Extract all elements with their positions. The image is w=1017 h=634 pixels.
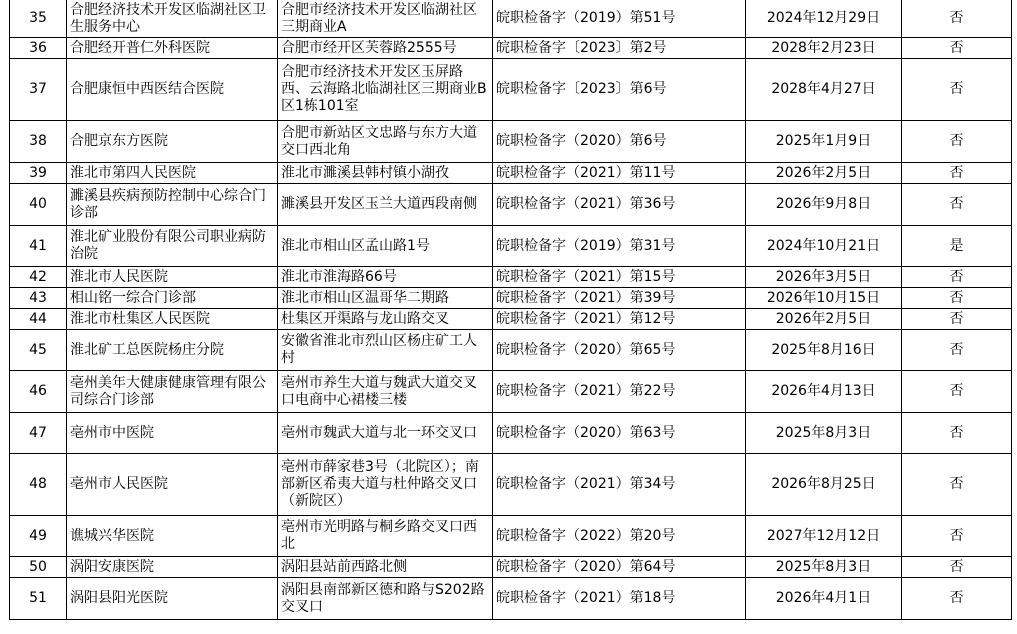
institution-name-cell: 淮北市杜集区人民医院 xyxy=(67,309,278,330)
institution-name-cell: 相山铭一综合门诊部 xyxy=(67,288,278,309)
address-cell: 亳州市薛家巷3号（北院区）；南部新区希夷大道与杜仲路交叉口（新院区） xyxy=(278,454,493,516)
table-row xyxy=(10,516,1012,557)
institution-registry-table xyxy=(9,0,1012,620)
filing-number-cell: 皖职检备字〔2023〕第2号 xyxy=(493,38,746,59)
date-cell: 2026年8月25日 xyxy=(746,454,902,516)
address-cell: 涡阳县站前西路北侧 xyxy=(278,557,493,578)
row-number-cell: 39 xyxy=(10,163,67,184)
address-cell: 合肥市经开区芙蓉路2555号 xyxy=(278,38,493,59)
row-number-cell: 51 xyxy=(10,578,67,620)
flag-cell: 否 xyxy=(902,0,1012,38)
date-cell: 2026年9月8日 xyxy=(746,184,902,226)
institution-name-cell: 淮北矿业股份有限公司职业病防治院 xyxy=(67,226,278,267)
flag-cell: 否 xyxy=(902,121,1012,163)
row-number-cell: 37 xyxy=(10,59,67,121)
address-cell: 安徽省淮北市烈山区杨庄矿工人村 xyxy=(278,330,493,371)
table-row xyxy=(10,184,1012,226)
flag-cell: 否 xyxy=(902,413,1012,454)
table-row xyxy=(10,226,1012,267)
flag-cell: 否 xyxy=(902,557,1012,578)
flag-cell: 是 xyxy=(902,226,1012,267)
table-body xyxy=(10,0,1012,620)
table-row xyxy=(10,121,1012,163)
flag-cell: 否 xyxy=(902,288,1012,309)
flag-cell: 否 xyxy=(902,516,1012,557)
address-cell: 亳州市光明路与桐乡路交叉口西北 xyxy=(278,516,493,557)
filing-number-cell: 皖职检备字（2020）第63号 xyxy=(493,413,746,454)
table-row xyxy=(10,59,1012,121)
flag-cell: 否 xyxy=(902,578,1012,620)
table-row xyxy=(10,267,1012,288)
filing-number-cell: 皖职检备字（2020）第64号 xyxy=(493,557,746,578)
institution-name-cell: 合肥经济技术开发区临湖社区卫生服务中心 xyxy=(67,0,278,38)
flag-cell: 否 xyxy=(902,38,1012,59)
flag-cell: 否 xyxy=(902,163,1012,184)
table-row xyxy=(10,371,1012,413)
flag-cell: 否 xyxy=(902,309,1012,330)
date-cell: 2025年8月3日 xyxy=(746,557,902,578)
date-cell: 2028年4月27日 xyxy=(746,59,902,121)
institution-name-cell: 合肥经开普仁外科医院 xyxy=(67,38,278,59)
address-cell: 合肥市新站区文忠路与东方大道交口西北角 xyxy=(278,121,493,163)
filing-number-cell: 皖职检备字（2019）第51号 xyxy=(493,0,746,38)
table-row xyxy=(10,288,1012,309)
institution-name-cell: 淮北矿工总医院杨庄分院 xyxy=(67,330,278,371)
date-cell: 2026年10月15日 xyxy=(746,288,902,309)
address-cell: 亳州市魏武大道与北一环交叉口 xyxy=(278,413,493,454)
row-number-cell: 41 xyxy=(10,226,67,267)
date-cell: 2025年8月3日 xyxy=(746,413,902,454)
institution-name-cell: 濉溪县疾病预防控制中心综合门诊部 xyxy=(67,184,278,226)
flag-cell: 否 xyxy=(902,184,1012,226)
filing-number-cell: 皖职检备字（2020）第65号 xyxy=(493,330,746,371)
institution-name-cell: 亳州市人民医院 xyxy=(67,454,278,516)
institution-name-cell: 合肥京东方医院 xyxy=(67,121,278,163)
filing-number-cell: 皖职检备字（2021）第39号 xyxy=(493,288,746,309)
flag-cell: 否 xyxy=(902,330,1012,371)
filing-number-cell: 皖职检备字（2021）第11号 xyxy=(493,163,746,184)
table-row xyxy=(10,0,1012,38)
date-cell: 2026年4月1日 xyxy=(746,578,902,620)
table-row xyxy=(10,309,1012,330)
date-cell: 2026年2月5日 xyxy=(746,163,902,184)
institution-name-cell: 淮北市第四人民医院 xyxy=(67,163,278,184)
filing-number-cell: 皖职检备字（2021）第36号 xyxy=(493,184,746,226)
date-cell: 2025年8月16日 xyxy=(746,330,902,371)
institution-name-cell: 淮北市人民医院 xyxy=(67,267,278,288)
address-cell: 淮北市淮海路66号 xyxy=(278,267,493,288)
institution-name-cell: 亳州美年大健康健康管理有限公司综合门诊部 xyxy=(67,371,278,413)
row-number-cell: 36 xyxy=(10,38,67,59)
date-cell: 2026年3月5日 xyxy=(746,267,902,288)
filing-number-cell: 皖职检备字（2020）第6号 xyxy=(493,121,746,163)
row-number-cell: 49 xyxy=(10,516,67,557)
flag-cell: 否 xyxy=(902,59,1012,121)
row-number-cell: 42 xyxy=(10,267,67,288)
row-number-cell: 45 xyxy=(10,330,67,371)
row-number-cell: 40 xyxy=(10,184,67,226)
institution-name-cell: 涡阳安康医院 xyxy=(67,557,278,578)
institution-name-cell: 涡阳县阳光医院 xyxy=(67,578,278,620)
filing-number-cell: 皖职检备字（2021）第12号 xyxy=(493,309,746,330)
table-row xyxy=(10,330,1012,371)
date-cell: 2024年12月29日 xyxy=(746,0,902,38)
address-cell: 涡阳县南部新区德和路与S202路交叉口 xyxy=(278,578,493,620)
filing-number-cell: 皖职检备字（2021）第15号 xyxy=(493,267,746,288)
table-row xyxy=(10,413,1012,454)
address-cell: 淮北市濉溪县韩村镇小湖孜 xyxy=(278,163,493,184)
institution-name-cell: 合肥康恒中西医结合医院 xyxy=(67,59,278,121)
date-cell: 2028年2月23日 xyxy=(746,38,902,59)
address-cell: 濉溪县开发区玉兰大道西段南侧 xyxy=(278,184,493,226)
institution-name-cell: 谯城兴华医院 xyxy=(67,516,278,557)
filing-number-cell: 皖职检备字（2022）第20号 xyxy=(493,516,746,557)
flag-cell: 否 xyxy=(902,454,1012,516)
row-number-cell: 43 xyxy=(10,288,67,309)
table-row xyxy=(10,454,1012,516)
filing-number-cell: 皖职检备字（2021）第34号 xyxy=(493,454,746,516)
table-row xyxy=(10,578,1012,620)
date-cell: 2024年10月21日 xyxy=(746,226,902,267)
flag-cell: 否 xyxy=(902,371,1012,413)
address-cell: 淮北市相山区温哥华二期路 xyxy=(278,288,493,309)
table-row xyxy=(10,557,1012,578)
address-cell: 合肥市经济技术开发区玉屏路西、云海路北临湖社区三期商业B区1栋101室 xyxy=(278,59,493,121)
row-number-cell: 48 xyxy=(10,454,67,516)
address-cell: 亳州市养生大道与魏武大道交叉口电商中心裙楼三楼 xyxy=(278,371,493,413)
table-row xyxy=(10,163,1012,184)
date-cell: 2026年2月5日 xyxy=(746,309,902,330)
row-number-cell: 44 xyxy=(10,309,67,330)
address-cell: 淮北市相山区孟山路1号 xyxy=(278,226,493,267)
date-cell: 2025年1月9日 xyxy=(746,121,902,163)
row-number-cell: 38 xyxy=(10,121,67,163)
date-cell: 2027年12月12日 xyxy=(746,516,902,557)
row-number-cell: 46 xyxy=(10,371,67,413)
table-row xyxy=(10,38,1012,59)
flag-cell: 否 xyxy=(902,267,1012,288)
row-number-cell: 47 xyxy=(10,413,67,454)
row-number-cell: 35 xyxy=(10,0,67,38)
filing-number-cell: 皖职检备字（2021）第22号 xyxy=(493,371,746,413)
filing-number-cell: 皖职检备字（2019）第31号 xyxy=(493,226,746,267)
institution-name-cell: 亳州市中医院 xyxy=(67,413,278,454)
address-cell: 合肥市经济技术开发区临湖社区三期商业A xyxy=(278,0,493,38)
filing-number-cell: 皖职检备字（2021）第18号 xyxy=(493,578,746,620)
date-cell: 2026年4月13日 xyxy=(746,371,902,413)
address-cell: 杜集区开渠路与龙山路交叉 xyxy=(278,309,493,330)
row-number-cell: 50 xyxy=(10,557,67,578)
filing-number-cell: 皖职检备字〔2023〕第6号 xyxy=(493,59,746,121)
